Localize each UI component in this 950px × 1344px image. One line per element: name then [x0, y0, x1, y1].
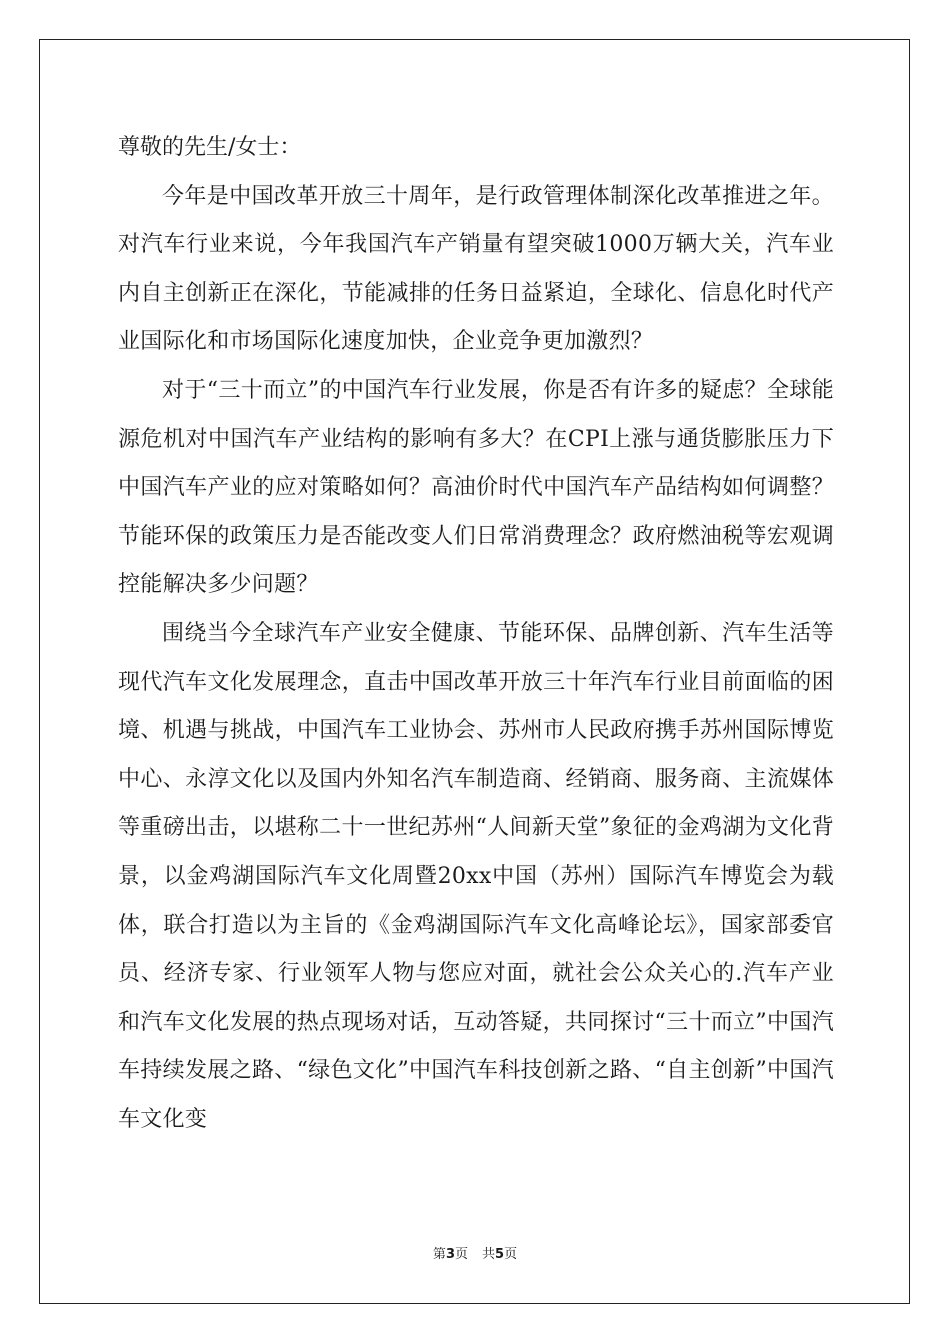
page-footer	[0, 1246, 950, 1264]
total-pages-label: 共5页	[482, 1247, 518, 1262]
page-number-label: 第3页	[432, 1247, 468, 1262]
current-page-number: 3	[445, 1247, 455, 1262]
paragraph-2: 对于“三十而立”的中国汽车行业发展，你是否有许多的疑虑？全球能源危机对中国汽车产业结构的影响有多大？在CPI上涨与通货膨胀压力下中国汽车产业的应对策略如何？高油价时代中国汽车产品结构如何调整？节能环保的政策压力是否能改变人们日常消费理念？政府燃油税等宏观调控能解决多少问题？	[118, 377, 834, 598]
paragraph-1: 今年是中国改革开放三十周年，是行政管理体制深化改革推进之年。对汽车行业来说，今年我国汽车产销量有望突破1000万辆大关，汽车业内自主创新正在深化，节能减排的任务日益紧迫，全球化、信息化时代产业国际化和市场国际化速度加快，企业竞争更加激烈？	[118, 183, 834, 355]
total-page-count: 5	[495, 1247, 505, 1262]
salutation: 尊敬的先生/女士：	[118, 135, 302, 160]
paragraph-3: 围绕当今全球汽车产业安全健康、节能环保、品牌创新、汽车生活等现代汽车文化发展理念，直击中国改革开放三十年汽车行业目前面临的困境、机遇与挑战，中国汽车工业协会、苏州市人民政府携手苏州国际博览中心、永淳文化以及国内外知名汽车制造商、经销商、服务商、主流媒体等重磅出击，以堪称二十一世纪苏州“人间新天堂”象征的金鸡湖为文化背景，以金鸡湖国际汽车文化周暨20xx中国（苏州）国际汽车博览会为载体，联合打造以为主旨的《金鸡湖国际汽车文化高峰论坛》，国家部委官员、经济专家、行业领军人物与您应对面，就社会公众关心的.汽车产业和汽车文化发展的热点现场对话，互动答疑，共同探讨“三十而立”中国汽车持续发展之路、“绿色文化”中国汽车科技创新之路、“自主创新”中国汽车文化变	[118, 620, 834, 1132]
document-body	[118, 124, 834, 1144]
